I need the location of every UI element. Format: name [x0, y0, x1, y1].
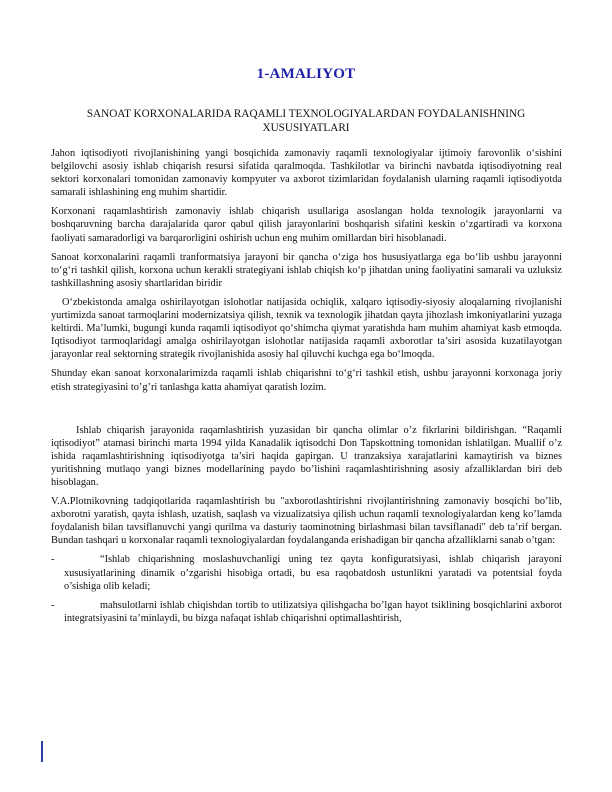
document-title: 1-AMALIYOT — [256, 66, 356, 82]
list-item-text: mahsulotlarni ishlab chiqishdan tortib to utilizatsiya qilishgacha bo’lgan hayot tsiklining bosqichlarini axborot integratsiyasini ta’minlaydi, bu bizga nafaqat ishlab chiqarishni optimallashtirish, — [64, 599, 562, 624]
paragraph: V.A.Plotnikovning tadqiqotlarida raqamlashtirish bu "axborotlashtirishni rivojlantirishning zamonaviy bosqichi bo’lib, axborotni yaratish, qayta ishlash, uzatish, saqlash va vizualizatsiya qilish uchun raqamli texnologiyalardan keng ko’lamda foydalanish bilan tavsiflanuvchi yangi qurilma va dasturiy taominotning birlashmasi bilan tavsiflanadi" deb ta’rif bergan. Bundan tashqari u korxonalar raqamli texnologiyalardan foydalanganda erishadigan bir qancha afzalliklarni sanab o’tgan: — [51, 496, 562, 547]
document-subtitle: SANOAT KORXONALARIDA RAQAMLI TEXNOLOGIYALARDAN FOYDALANISHNING XUSUSIYATLARI — [86, 108, 526, 134]
list-item — [51, 553, 562, 592]
paragraph: Sanoat korxonalarini raqamli tranformatsiya jarayoni bir qancha o‘ziga hos hususiyatlarga ega bo‘lib ushbu jarayonni to‘g‘ri tashkil qilish, korxona uchun kerakli strategiyani ishlab chiqish ko‘p jihatdan uning faoliyatini samarali va uzluksiz tashkillashning asosiy shartlaridan biridir — [51, 251, 562, 289]
bullet-dash: - — [51, 599, 55, 611]
paragraph: O‘zbekistonda amalga oshirilayotgan islohotlar natijasida ochiqlik, xalqaro iqtisodiy-siyosiy aloqalarning rivojlanishi yurtimizda sanoat tarmoqlarini modernizatsiya qilish, texnik va texnologik jihatdan qayta jihozlash imkoniyatlarini yuzaga keltirdi. Ma’lumki, bugungi kunda raqamli iqtisodiyot qo‘shimcha qiymat yaratishda ham muhim ahamiyat kasb etmoqda. Iqtisodiyot tarmoqlaridagi amalga oshirilayotgan islohotlar natijasida raqamli axborotlar ta’siri asosida kuzatilayotgan jarayonlar real sektorning strategik rivojlanishida asosiy hal qiluvchi kuchga ega bo‘lmoqda. — [51, 296, 562, 361]
bullet-dash: - — [51, 554, 55, 566]
paragraph: Jahon iqtisodiyoti rivojlanishining yangi bosqichida zamonaviy raqamli texnologiyalar ijtimoiy farovonlik o‘sishini belgilovchi asosiy ishlab chiqarish resursi sifatida qaralmoqda. Tashkilotlar va birinchi navbatda iqtisodiyotning real sektori korxonalari tomonidan zamonaviy kompyuter va axborot tizimlaridan foydalanish ularning raqamli iqtisodiyotda samarali ishlashining eng muhim shartidir. — [51, 148, 562, 199]
paragraph: Ishlab chiqarish jarayonida raqamlashtirish yuzasidan bir qancha olimlar o’z fikrlarini bildirishgan. “Raqamli iqtisodiyot” atamasi birinchi marta 1994 yilda Kanadalik iqtisodchi Don Tapskottning tomonidan ishlatilgan. Muallif o’z ishida raqamlashtirishning iqtisodiyotga ta’siri haqida gapirgan. U tranzaksiya xarajatlarini kamaytirish va biznes yuritishning mutlaqo yangi biznes modellarining paydo bo’lishini raqamlashtirishning asosiy afzalliklardan biri deb hisoblagan. — [51, 424, 562, 488]
paragraph: Korxonani raqamlashtirish zamonaviy ishlab chiqarish usullariga asoslangan holda texnologik jarayonlarni va boshqaruvning barcha darajalarida qaror qabul qilish jarayonlarini boshqarish sifatini keskin o‘zgartiradi va korxona faoliyati samaradorligi va barqarorligini oshirish uchun eng muhim omillardan biri hisoblanadi. — [51, 206, 562, 244]
paragraph: Shunday ekan sanoat korxonalarimizda raqamli ishlab chiqarishni to‘g‘ri tashkil etish, ushbu jarayonni korxonaga joriy etish strategiyasini to’g’ri tanlashga katta ahamiyat qaratish lozim. — [51, 368, 562, 393]
document-body — [51, 147, 562, 631]
list-item-text: “Ishlab chiqarishning moslashuvchanligi uning tez qayta konfiguratsiyasi, ishlab chiqarish jarayoni xususiyatlarining dinamik o’zgarishi hisobiga ortadi, bu esa raqobatdosh ustunlikni yaratadi va potentsial foyda o’sishiga olib keladi; — [64, 554, 562, 592]
list-item — [51, 599, 562, 625]
text-cursor-marker — [41, 741, 43, 762]
